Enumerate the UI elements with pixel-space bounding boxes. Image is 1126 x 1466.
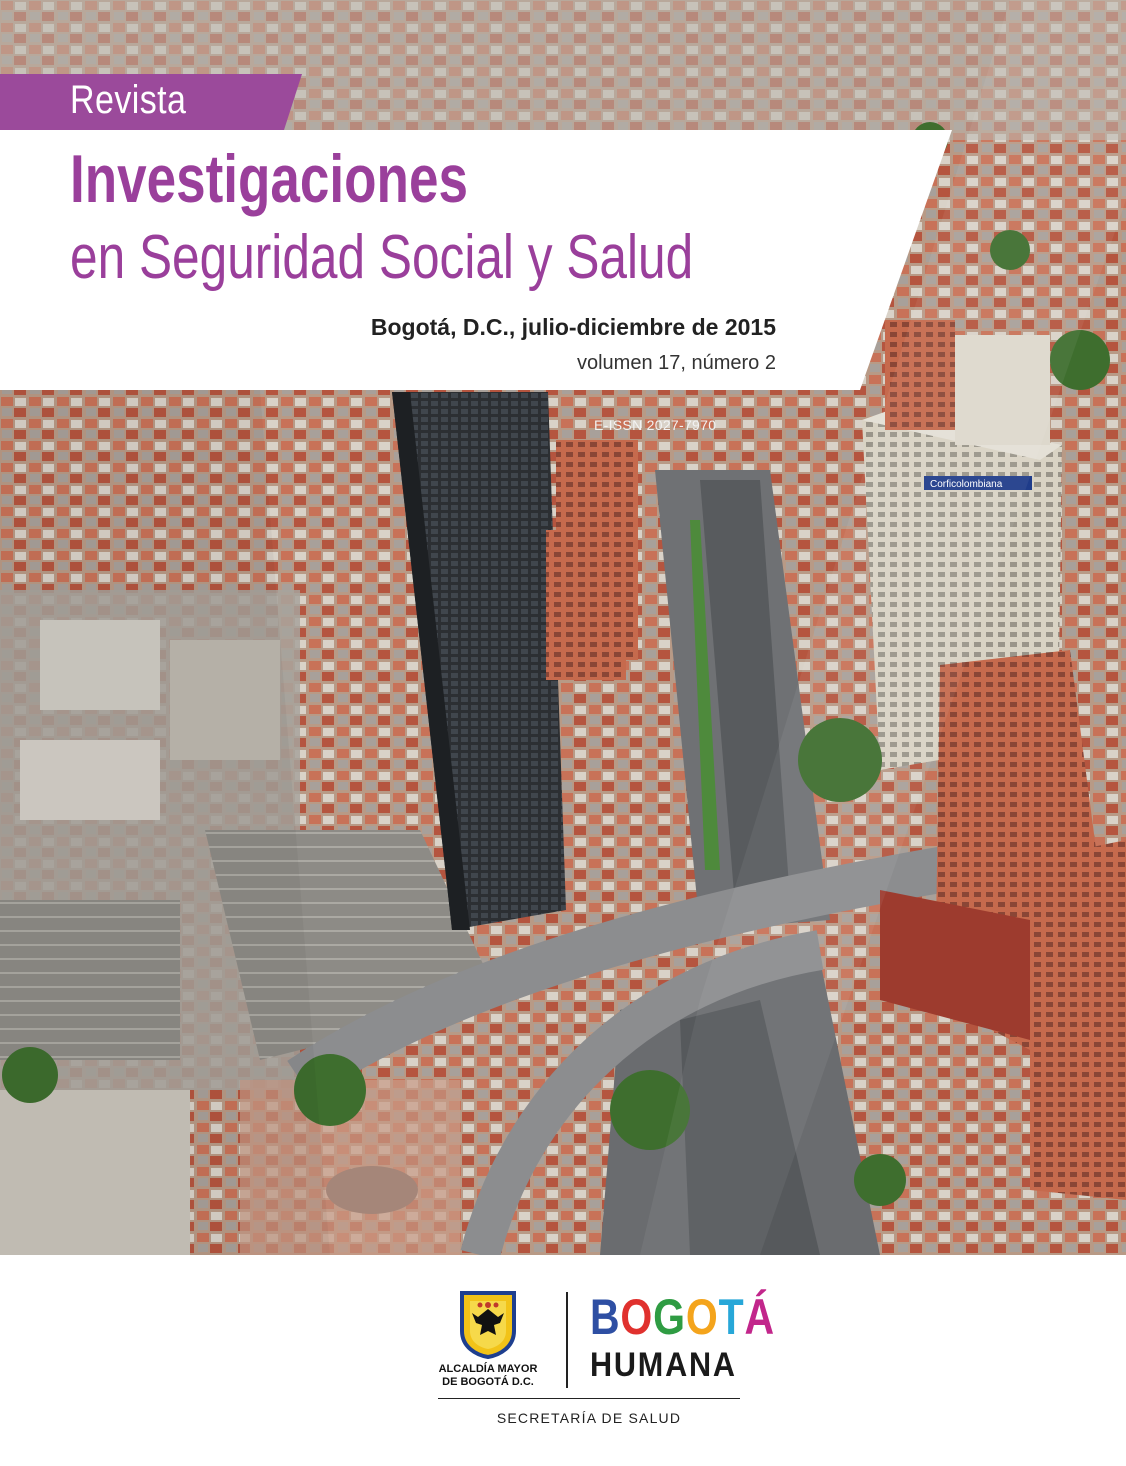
alcaldia-line-2: DE BOGOTÁ D.C. xyxy=(442,1376,534,1388)
secretaria-label: SECRETARÍA DE SALUD xyxy=(496,1410,682,1426)
bogota-letter: Á xyxy=(744,1289,775,1345)
bogota-coat-of-arms-icon xyxy=(458,1291,518,1359)
bogota-letter: T xyxy=(718,1289,745,1345)
journal-title: Investigaciones xyxy=(70,141,468,217)
building-sign: Corficolombiana xyxy=(930,479,1003,490)
alcaldia-label xyxy=(418,1363,558,1389)
bogota-letter: O xyxy=(685,1289,719,1345)
cover-footer xyxy=(0,1255,1126,1466)
logo-divider xyxy=(566,1292,568,1388)
bogota-letter: G xyxy=(653,1289,686,1345)
series-label: Revista xyxy=(70,78,187,122)
volume-number: volumen 17, número 2 xyxy=(576,352,776,374)
bogota-letter: B xyxy=(590,1289,621,1345)
alcaldia-line-1: ALCALDÍA MAYOR xyxy=(438,1363,538,1375)
footer-divider xyxy=(438,1398,740,1399)
issn-label: E-ISSN 2027-7970 xyxy=(594,417,717,433)
bogota-letter: O xyxy=(620,1289,654,1345)
journal-subtitle: en Seguridad Social y Salud xyxy=(70,223,694,292)
humana-logo: HUMANA xyxy=(590,1346,737,1384)
bogota-logo xyxy=(590,1289,775,1345)
place-and-date: Bogotá, D.C., julio-diciembre de 2015 xyxy=(370,314,776,340)
